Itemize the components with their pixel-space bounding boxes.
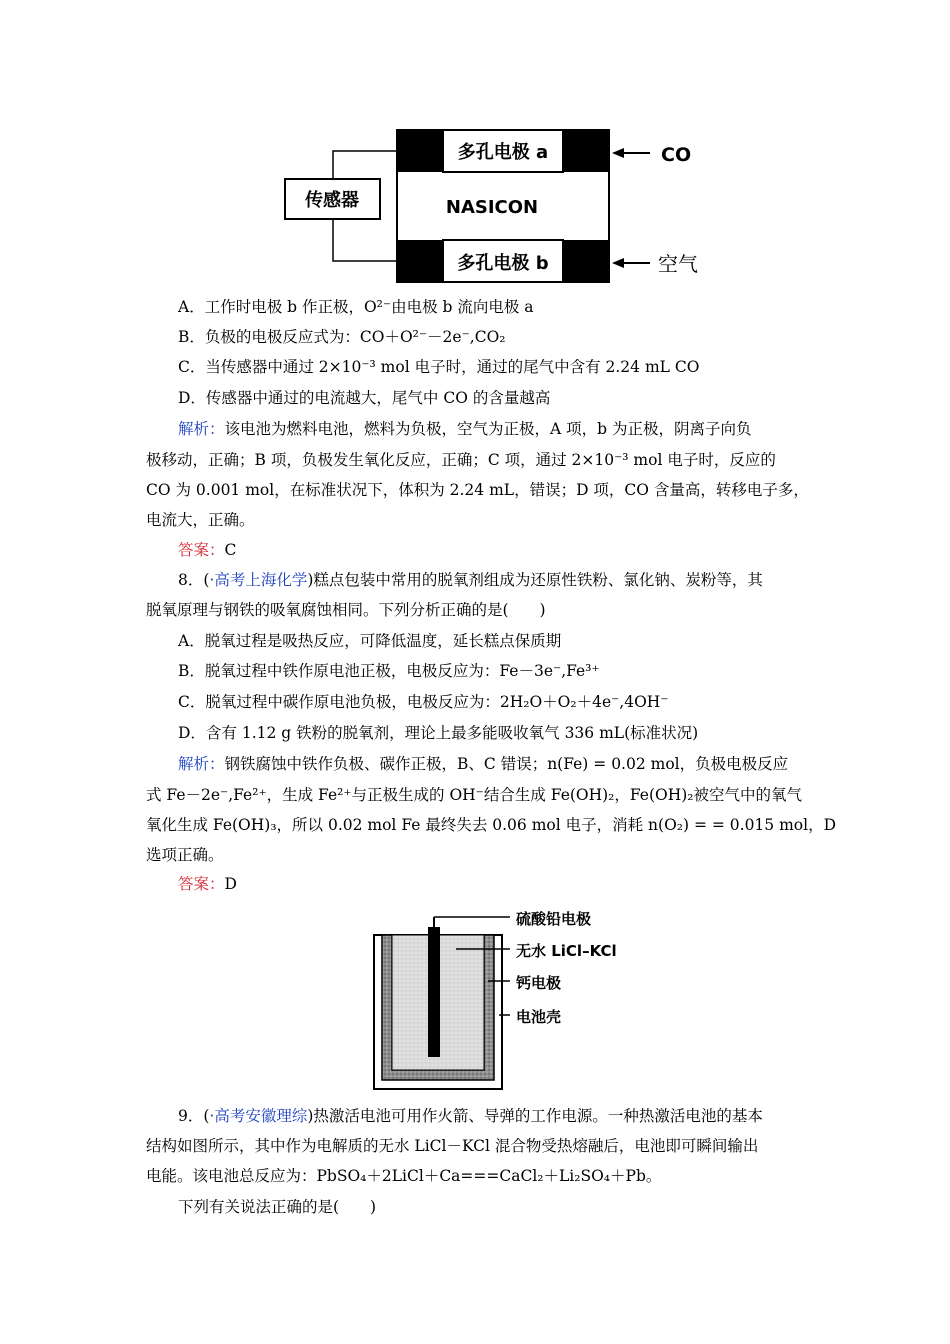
q8-analysis-line-3: 氧化生成 Fe(OH)₃，所以 0.02 mol Fe 最终失去 0.06 mol 电子，消耗 n(O₂) = = 0.015 mol，D (146, 816, 837, 834)
lead-sulfate-electrode (428, 927, 440, 1057)
electrode-b-left-block (397, 240, 443, 282)
q7-option-a: A．工作时电极 b 作正极，O²⁻由电极 b 流向电极 a (178, 298, 534, 316)
electrode-a-left-block (397, 130, 443, 172)
q9-source: ·高考安徽理综 (209, 1107, 308, 1125)
sensor-label: 传感器 (305, 190, 359, 211)
answer-label: 答案： (178, 875, 225, 893)
q8-stem-line-1: 8．(·高考上海化学)糕点包装中常用的脱氧剂组成为还原性铁粉、氯化钠、炭粉等，其 (178, 571, 763, 589)
q9-stem-line-2: 结构如图所示，其中作为电解质的无水 LiCl－KCl 混合物受热熔融后，电池即可瞬间输出 (146, 1137, 759, 1155)
q7-option-d: D．传感器中通过的电流越大，尾气中 CO 的含量越高 (178, 389, 551, 407)
q8-option-a: A．脱氧过程是吸热反应，可降低温度，延长糕点保质期 (178, 632, 562, 650)
q7-analysis-line-3: CO 为 0.001 mol，在标准状况下，体积为 2.24 mL，错误；D 项，CO 含量高，转移电子多， (146, 481, 809, 499)
air-input-label: 空气 (658, 252, 698, 276)
q8-option-b: B．脱氧过程中铁作原电池正极，电极反应为：Fe－3e⁻,Fe³⁺ (178, 662, 600, 680)
q8-option-c: C．脱氧过程中碳作原电池负极，电极反应为：2H₂O＋O₂＋4e⁻,4OH⁻ (178, 693, 669, 711)
q8-option-d: D．含有 1.12 g 铁粉的脱氧剂，理论上最多能吸收氧气 336 mL(标准状况) (178, 724, 699, 742)
q8-analysis-line-2: 式 Fe－2e⁻,Fe²⁺，生成 Fe²⁺与正极生成的 OH⁻结合生成 Fe(OH)₂，Fe(OH)₂被空气中的氧气 (146, 786, 803, 804)
q9-prompt: 下列有关说法正确的是( ) (178, 1198, 377, 1216)
electrode-b-right-block (563, 240, 609, 282)
thermal-battery-figure (360, 905, 640, 1097)
q9-stem-line-3: 电能。该电池总反应为：PbSO₄＋2LiCl＋Ca===CaCl₂＋Li₂SO₄＋Pb。 (146, 1167, 662, 1185)
q8-stem-line-2: 脱氧原理与钢铁的吸氧腐蚀相同。下列分析正确的是( ) (146, 601, 546, 619)
co-input-label: CO (661, 144, 692, 166)
lead-sulfate-label: 硫酸铅电极 (516, 910, 592, 928)
analysis-label: 解析： (178, 420, 225, 438)
sensor-wire-bottom (333, 219, 397, 261)
electrode-a-right-block (563, 130, 609, 172)
sensor-wire-top (333, 151, 397, 179)
electrode-b-label: 多孔电极 b (457, 253, 549, 274)
co-sensor-figure (270, 122, 730, 292)
q8-answer: 答案：D (178, 875, 237, 893)
q7-option-c: C．当传感器中通过 2×10⁻³ mol 电子时，通过的尾气中含有 2.24 mL CO (178, 358, 700, 376)
shell-label: 电池壳 (516, 1008, 562, 1026)
q7-answer: 答案：C (178, 541, 237, 559)
q7-analysis-line-1: 解析：该电池为燃料电池，燃料为负极，空气为正极，A 项，b 为正极，阴离子向负 (178, 420, 752, 438)
nasicon-label: NASICON (445, 197, 539, 218)
q8-analysis-line-4: 选项正确。 (146, 846, 224, 864)
electrolyte-label: 无水 LiCl–KCl (516, 942, 617, 960)
q7-option-b: B．负极的电极反应式为：CO＋O²⁻－2e⁻,CO₂ (178, 328, 506, 346)
q8-source: ·高考上海化学 (209, 571, 308, 589)
electrode-a-label: 多孔电极 a (457, 142, 549, 163)
q7-analysis-line-2: 极移动，正确；B 项，负极发生氧化反应，正确；C 项，通过 2×10⁻³ mol 电子时，反应的 (146, 451, 776, 469)
calcium-label: 钙电极 (516, 974, 562, 992)
q8-analysis-line-1: 解析：钢铁腐蚀中铁作负极、碳作正极，B、C 错误；n(Fe) = 0.02 mol，负极电极反应 (178, 755, 789, 773)
answer-label: 答案： (178, 541, 225, 559)
analysis-label: 解析： (178, 755, 225, 773)
q9-stem-line-1: 9．(·高考安徽理综)热激活电池可用作火箭、导弹的工作电源。一种热激活电池的基本 (178, 1107, 763, 1125)
q7-analysis-line-4: 电流大，正确。 (146, 511, 255, 529)
